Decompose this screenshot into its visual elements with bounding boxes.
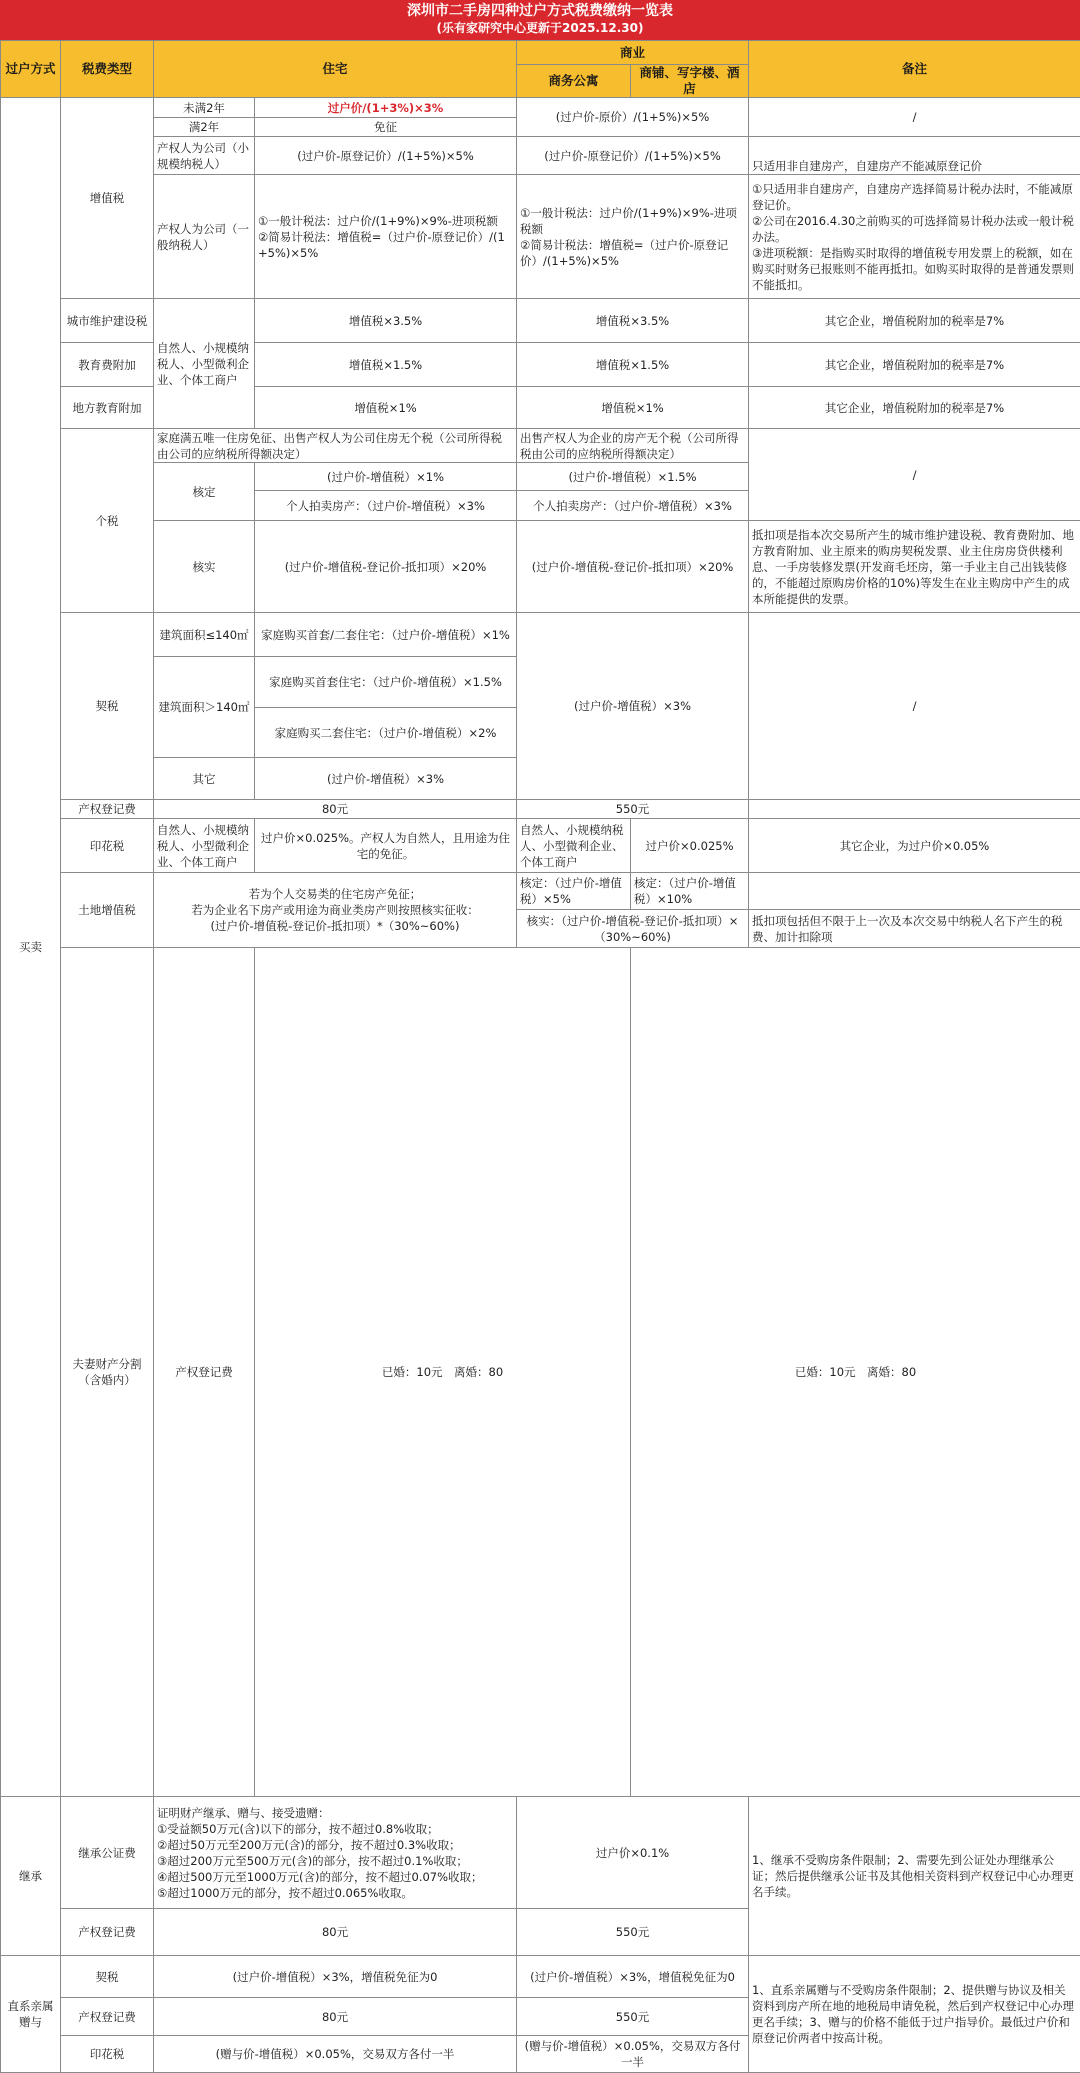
stamp-payer-residential: 自然人、小规模纳税人、小型微利企业、个体工商户 xyxy=(154,819,255,873)
header-apartment: 商务公寓 xyxy=(517,65,631,98)
iit-assess-commercial-1: (过户价-增值税）×1.5% xyxy=(517,463,749,491)
stamp-commercial: 过户价×0.025% xyxy=(631,819,749,873)
edu-residential: 增值税×1.5% xyxy=(255,343,517,387)
lvat-assess-apartment: 核定：（过户价-增值税）×5% xyxy=(517,873,631,910)
reg-fee-remark xyxy=(749,800,1080,819)
header-remarks: 备注 xyxy=(749,41,1080,98)
iit-assess: 核定 xyxy=(154,463,255,521)
header-commercial: 商业 xyxy=(517,41,749,65)
gift-remark: 1、直系亲属赠与不受购房条件限制；2、提供赠与协议及相关资料到房产所在地的地税局申请免税，然后到产权登记中心办理更名手续；3、赠与的价格不能低于过户指导价。最低过户价和原登记价两者中按高计税。 xyxy=(749,1956,1080,2073)
vat-over-2-residential: 免征 xyxy=(255,118,517,137)
inherit-line0: 证明财产继承、赠与、接受遗赠： xyxy=(157,1805,330,1820)
deed-other: 其它 xyxy=(154,758,255,800)
deed-area-large: 建筑面积＞140㎡ xyxy=(154,657,255,758)
vat-general-remark-3: ③进项税额：是指购买时取得的增值税专用发票上的税额，如在购买时财务已报账则不能再抵扣。如购买时取得的是普通发票则不能抵扣。 xyxy=(752,245,1075,292)
lvat-res-line1: 若为个人交易类的住宅房产免征； xyxy=(248,887,422,901)
gift-deed-tax: 契税 xyxy=(61,1956,154,1998)
header-transfer-method: 过户方式 xyxy=(1,41,61,98)
local-residential: 增值税×1% xyxy=(255,387,517,429)
reg-fee-residential: 80元 xyxy=(154,800,517,819)
inherit-line2: ②超过50万元至200万元(含)的部分，按不超过0.3%收取； xyxy=(157,1837,461,1852)
inherit-reg-commercial: 550元 xyxy=(517,1909,749,1956)
tax-table xyxy=(0,40,1080,2073)
tax-urban-maintenance: 城市维护建设税 xyxy=(61,299,154,343)
deed-other-residential: (过户价-增值税）×3% xyxy=(255,758,517,800)
tax-stamp: 印花税 xyxy=(61,819,154,873)
lvat-actual-remark: 抵扣项包括但不限于上一次及本次交易中纳税人名下产生的税费、加计扣除项 xyxy=(749,910,1080,948)
inherit-line3: ③超过200万元至500万元(含)的部分，按不超过0.1%收取； xyxy=(157,1853,468,1868)
vat-small-commercial: (过户价-原登记价）/(1+5%)×5% xyxy=(517,137,749,175)
page-title: 深圳市二手房四种过户方式税费缴纳一览表 xyxy=(407,3,673,19)
gift-reg-commercial: 550元 xyxy=(517,1998,749,2036)
header-shops: 商铺、写字楼、酒店 xyxy=(631,65,749,98)
lvat-res-line2: 若为企业名下房产或用途为商业类房产则按照核实征收： xyxy=(191,903,479,917)
tax-vat: 增值税 xyxy=(61,98,154,299)
vat-over-2-years: 满2年 xyxy=(154,118,255,137)
lvat-assess-shops: 核定：（过户价-增值税）×10% xyxy=(631,873,749,910)
vat-commercial-individual: (过户价-原价）/(1+5%)×5% xyxy=(517,98,749,137)
iit-actual-commercial: (过户价-增值税-登记价-抵扣项）×20% xyxy=(517,521,749,613)
local-commercial: 增值税×1% xyxy=(517,387,749,429)
tax-registration-fee: 产权登记费 xyxy=(61,800,154,819)
method-spouse: 夫妻财产分割（含婚内） xyxy=(61,948,154,1797)
stamp-remark: 其它企业，为过户价×0.05% xyxy=(749,819,1080,873)
gift-registration-fee: 产权登记费 xyxy=(61,1998,154,2036)
edu-remark: 其它企业，增值税附加的税率是7% xyxy=(749,343,1080,387)
inherit-notary-commercial: 过户价×0.1% xyxy=(517,1797,749,1909)
inherit-line1: ①受益额50万元(含)以下的部分，按不超过0.8%收取； xyxy=(157,1821,439,1836)
deed-area-small: 建筑面积≤140㎡ xyxy=(154,613,255,657)
method-sale: 买卖 xyxy=(1,98,61,1797)
spouse-registration-fee: 产权登记费 xyxy=(154,948,255,1797)
lvat-residential xyxy=(154,873,517,948)
iit-assess-commercial-2: 个人拍卖房产：（过户价-增值税）×3% xyxy=(517,491,749,521)
gift-stamp-tax: 印花税 xyxy=(61,2036,154,2073)
vat-general-company: 产权人为公司（一般纳税人） xyxy=(154,175,255,299)
inherit-reg-residential: 80元 xyxy=(154,1909,517,1956)
header-tax-type: 税费类型 xyxy=(61,41,154,98)
deed-commercial: (过户价-增值税）×3% xyxy=(517,613,749,800)
iit-actual-residential: (过户价-增值税-登记价-抵扣项）×20% xyxy=(255,521,517,613)
stamp-payer-commercial: 自然人、小规模纳税人、小型微利企业、个体工商户 xyxy=(517,819,631,873)
gift-stamp-commercial: (赠与价-增值税）×0.05%，交易双方各付一半 xyxy=(517,2036,749,2073)
vat-general-remark-1: ①只适用非自建房产，自建房产选择简易计税办法时，不能减原登记价。 xyxy=(752,181,1073,212)
vat-general-res-line2: ②简易计税法：增值税=（过户价-原登记价）/(1+5%)×5% xyxy=(258,229,505,260)
vat-individual-remark: / xyxy=(749,98,1080,137)
tax-iit: 个税 xyxy=(61,429,154,613)
iit-assess-residential-2: 个人拍卖房产：（过户价-增值税）×3% xyxy=(255,491,517,521)
deed-large-second: 家庭购买二套住宅：（过户价-增值税）×2% xyxy=(255,708,517,758)
gift-stamp-residential: (赠与价-增值税）×0.05%，交易双方各付一半 xyxy=(154,2036,517,2073)
urban-commercial: 增值税×3.5% xyxy=(517,299,749,343)
iit-assess-residential-1: (过户价-增值税）×1% xyxy=(255,463,517,491)
inherit-line5: ⑤超过1000万元的部分，按不超过0.065%收取。 xyxy=(157,1885,413,1900)
deed-small-residential: 家庭购买首套/二套住宅：（过户价-增值税）×1% xyxy=(255,613,517,657)
inherit-registration-fee: 产权登记费 xyxy=(61,1909,154,1956)
stamp-residential: 过户价×0.025%。产权人为自然人，且用途为住宅的免征。 xyxy=(255,819,517,873)
tax-local-education: 地方教育附加 xyxy=(61,387,154,429)
iit-actual-remark: 抵扣项是指本次交易所产生的城市维护建设税、教育费附加、地方教育附加、业主原来的购房契税发票、业主住房房贷供楼利息、一手房装修发票(开发商毛坯房，第一手业主自己出钱装修的，不能超过原购房价格的10%)等发生在业主购房中产生的成本所能提供的发票。 xyxy=(749,521,1080,613)
spouse-commercial: 已婚：10元 离婚：80 xyxy=(631,948,1080,1797)
iit-exempt-commercial: 出售产权人为企业的房产无个税（公司所得税由公司的应纳税所得额决定） xyxy=(517,429,749,463)
vat-small-company: 产权人为公司（小规模纳税人） xyxy=(154,137,255,175)
vat-general-com-line1: ①一般计税法：过户价/(1+9%)×9%-进项税额 xyxy=(520,205,737,236)
lvat-actual-commercial: 核实：（过户价-增值税-登记价-抵扣项）×（30%~60%) xyxy=(517,910,749,948)
local-remark: 其它企业，增值税附加的税率是7% xyxy=(749,387,1080,429)
vat-general-com-line2: ②简易计税法：增值税=（过户价-原登记价）/(1+5%)×5% xyxy=(520,237,729,268)
urban-residential: 增值税×3.5% xyxy=(255,299,517,343)
header-residential: 住宅 xyxy=(154,41,517,98)
gift-reg-residential: 80元 xyxy=(154,1998,517,2036)
tax-deed: 契税 xyxy=(61,613,154,800)
lvat-res-line3: (过户价-增值税-登记价-抵扣项）*（30%~60%) xyxy=(210,919,460,933)
urban-remark: 其它企业，增值税附加的税率是7% xyxy=(749,299,1080,343)
page-subtitle: (乐有家研究中心更新于2025.12.30) xyxy=(436,21,644,35)
reg-fee-commercial: 550元 xyxy=(517,800,749,819)
vat-under-2-years: 未满2年 xyxy=(154,98,255,118)
vat-under-2-residential: 过户价/(1+3%)×3% xyxy=(255,98,517,118)
spouse-residential: 已婚：10元 离婚：80 xyxy=(255,948,631,1797)
iit-exempt-residential: 家庭满五唯一住房免征、出售产权人为公司住房无个税（公司所得税由公司的应纳税所得额决定） xyxy=(154,429,517,463)
tax-education-surcharge: 教育费附加 xyxy=(61,343,154,387)
title-banner xyxy=(0,0,1080,40)
tax-land-vat: 土地增值税 xyxy=(61,873,154,948)
vat-general-remark-2: ②公司在2016.4.30之前购买的可选择简易计税办法或一般计税办法。 xyxy=(752,213,1074,244)
vat-general-remark xyxy=(749,175,1080,299)
inherit-notary-residential xyxy=(154,1797,517,1909)
vat-general-residential xyxy=(255,175,517,299)
inherit-notary-fee: 继承公证费 xyxy=(61,1797,154,1909)
vat-general-res-line1: ①一般计税法：过户价/(1+9%)×9%-进项税额 xyxy=(258,213,498,228)
gift-deed-residential: (过户价-增值税）×3%，增值税免征为0 xyxy=(154,1956,517,1998)
edu-commercial: 增值税×1.5% xyxy=(517,343,749,387)
method-inherit: 继承 xyxy=(1,1797,61,1956)
surcharge-payer: 自然人、小规模纳税人、小型微利企业、个体工商户 xyxy=(154,299,255,429)
method-gift: 直系亲属赠与 xyxy=(1,1956,61,2073)
inherit-line4: ④超过500万元至1000万元(含)的部分，按不超过0.07%收取； xyxy=(157,1869,483,1884)
vat-small-remark: 只适用非自建房产，自建房产不能减原登记价 xyxy=(749,137,1080,175)
gift-deed-commercial: (过户价-增值税）×3%，增值税免征为0 xyxy=(517,1956,749,1998)
inherit-remark: 1、继承不受购房条件限制；2、需要先到公证处办理继承公证；然后提供继承公证书及其他相关资料到产权登记中心办理更名手续。 xyxy=(749,1797,1080,1956)
deed-large-first: 家庭购买首套住宅：（过户价-增值税）×1.5% xyxy=(255,657,517,708)
lvat-assess-remark xyxy=(749,873,1080,910)
deed-remark: / xyxy=(749,613,1080,800)
iit-actual: 核实 xyxy=(154,521,255,613)
vat-general-commercial xyxy=(517,175,749,299)
vat-small-residential: (过户价-原登记价）/(1+5%)×5% xyxy=(255,137,517,175)
iit-remark: / xyxy=(749,429,1080,521)
